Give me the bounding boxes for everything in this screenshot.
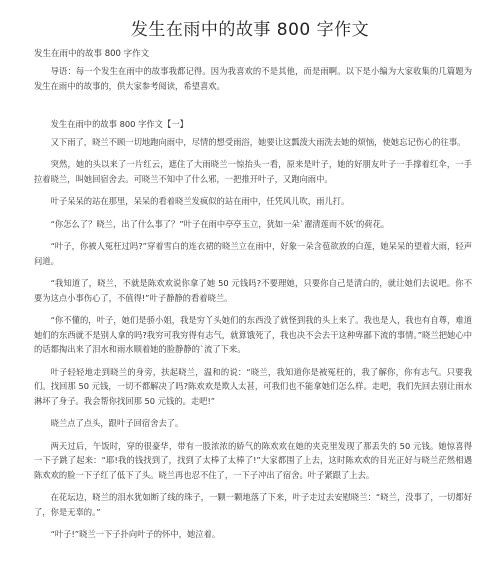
paragraph: 突然，她的头以来了一片红云，遮住了大雨晓兰一惊抬头一看，原来是叶子，她的好朋友叶子一手撑着红伞，一手拉着晓兰，叫她回宿舍去。可晓兰不知中了什么邪，一把推开叶子，又跑向雨中。	[34, 159, 472, 184]
paragraph: 叶子呆呆的站在那里，呆呆的看着晓兰发疯似的站在雨中，任凭风儿吹，雨儿打。	[50, 196, 350, 206]
page-subtitle: 发生在雨中的故事 800 字作文	[34, 49, 150, 59]
intro-paragraph: 导语：每一个发生在雨中的故事我都记得。因为我喜欢的不是其他，而是雨啊。以下是小编为大家收集的几篇题为发生在雨中的故事的，供大家参考阅读，希望喜欢。	[34, 66, 472, 91]
page-title: 发生在雨中的故事 800 字作文	[130, 20, 370, 40]
paragraph: 又下雨了，晓兰不顾一切地跑向雨中，尽情的想受雨浴，她要让这瓢泼大雨洗去她的烦恼，使她忘记伤心的往事。	[50, 136, 466, 147]
paragraph: “叶子!”晓兰一下子扑向叶子的怀中，她泣着。	[50, 529, 221, 539]
paragraph: 两天过后，午饭时，穿的很豪华，带有一股浓浓的娇气的陈欢欢在她的夹克里发现了那丢失的 50 元钱。她惊喜得一下子跳了起来：“耶!我的钱找到了，找到了太棒了太棒了!”大家都围了上去，这时陈欢欢的目光正好与晓兰茫然相遇陈欢欢的脸一下子红了低下了头。晓兰再也忍不住了，一下子冲出了宿舍。叶子紧跟了上去。	[34, 440, 472, 480]
paragraph: “叶子，你被人冤枉过吗?”穿着雪白的连衣裙的晓兰立在雨中，好象一朵含苞欲放的白莲，她呆呆的望着大雨，轻声问道。	[34, 241, 472, 266]
paragraph: 叶子轻轻地走到晓兰的身旁，扶起晓兰，温和的说：“晓兰，我知道你是被冤枉的，我了解你，你有志气。只要我们。找回那 50 元钱，一切不都解决了吗?陈欢欢是欺人太甚，可我们也不能拿她们怎么样。走吧，我们先回去别让雨水淋坏了身子。我会帮你找回那 50 元钱的。走吧!”	[34, 366, 472, 406]
article-body	[34, 64, 472, 550]
paragraph: “我知道了，晓兰，不就是陈欢欢说你拿了她 50 元钱吗?不要理她，只要你自己是清白的，就让她们去说吧。你不要为这点小事伤心了，不值得!”叶子静静的看着晓兰。	[34, 278, 472, 303]
paragraph: 晓兰点了点头，跟叶子回宿舍去了。	[50, 418, 184, 428]
section-heading: 发生在雨中的故事 800 字作文【一】	[50, 119, 188, 129]
paragraph: 在花坛边，晓兰的泪水犹如断了线的珠子，一颗一颗地落了下来，叶子走过去安慰晓兰：“晓兰，没事了，一切都好了，你是无辜的。”	[34, 492, 472, 517]
paragraph: “你不懂的，叶子，她们是骄小姐，我是穷丫头她们的东西没了就怪到我的头上来了。我也是人，我也有自尊，难道她们的东西就不是别人拿的吗?我穷可我穷得有志气，就算饿死了，我也决不会去干这种卑鄙下流的事情。”晓兰把她心中的话都掏出来了泪水和雨水顺着她的脸静静的`流了下来。	[34, 315, 472, 354]
paragraph: “你怎么了？晓兰，出了什么事了？”叶子在雨中亭亭玉立，犹如一朵`濯清莲而不妖'的荷花。	[50, 218, 390, 229]
